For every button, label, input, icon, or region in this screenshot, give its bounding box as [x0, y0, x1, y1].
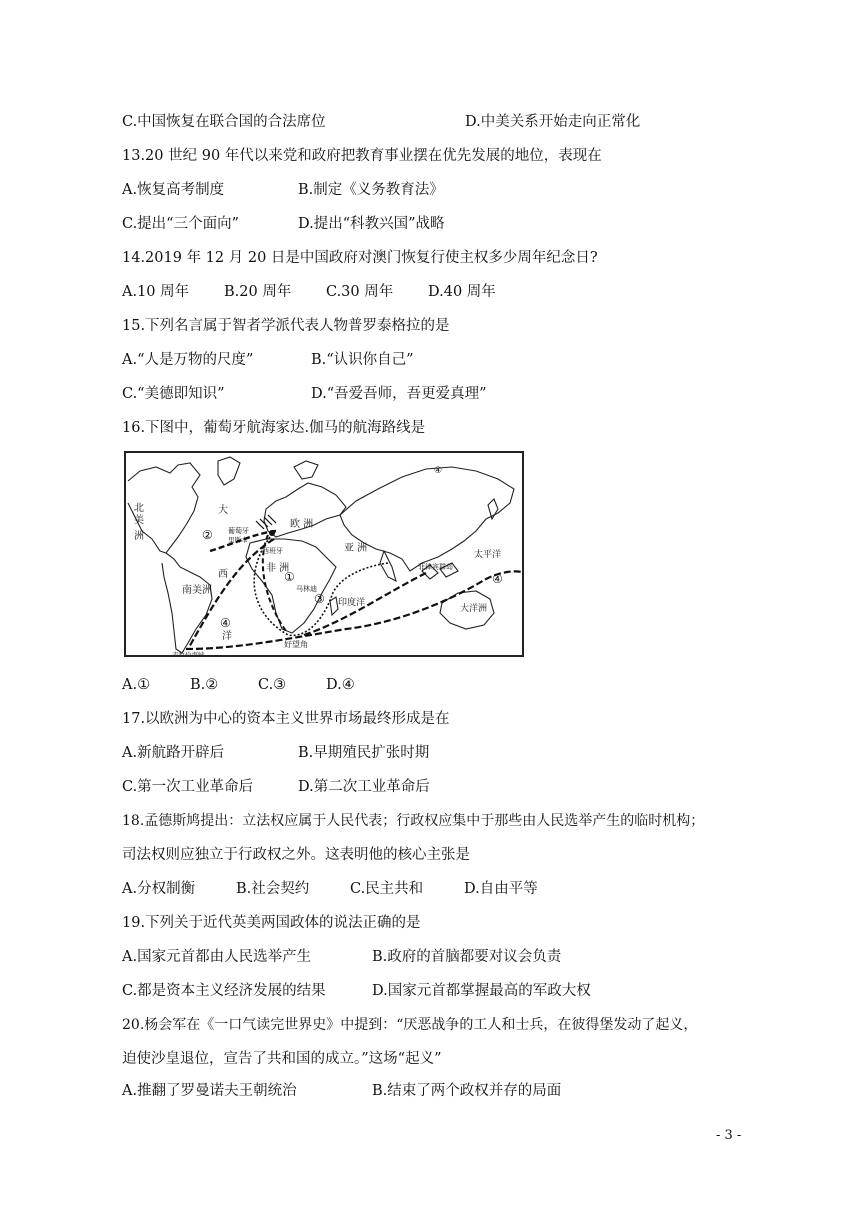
q15-option-a: A.“人是万物的尺度” — [122, 352, 254, 368]
map-route-2: ② — [202, 528, 213, 542]
q16-option-b: B.② — [190, 677, 219, 693]
q18-option-c: C.民主共和 — [350, 881, 424, 897]
q19-option-b: B.政府的首脑都要对议会负责 — [372, 949, 562, 965]
q19-option-d: D.国家元首都掌握最高的军政大权 — [372, 983, 591, 999]
map-route-4-north: ④ — [434, 466, 443, 476]
q17-stem: 17.以欧洲为中心的资本主义世界市场最终形成是在 — [122, 711, 450, 727]
map-label-atlantic-3: 洋 — [222, 631, 232, 642]
map-label-lisbon: 里斯本 — [228, 536, 248, 544]
q13-option-d: D.提出“科教兴国”战略 — [298, 216, 445, 232]
q20-option-b: B.结束了两个政权并存的局面 — [372, 1083, 562, 1099]
q14-option-b: B.20 周年 — [224, 284, 292, 300]
q13-stem: 13.20 世纪 90 年代以来党和政府把教育事业摆在优先发展的地位，表现在 — [122, 148, 602, 164]
q20-option-a: A.推翻了罗曼诺夫王朝统治 — [122, 1083, 297, 1099]
q19-option-a: A.国家元首都由人民选举产生 — [122, 949, 312, 965]
map-route-1: ① — [284, 570, 295, 584]
map-label-cape-of-good-hope: 好望角 — [284, 640, 308, 649]
map-label-magellan-strait: 麦哲伦海峡 — [172, 651, 205, 659]
map-label-spain: 西班牙 — [262, 547, 283, 555]
q14-option-a: A.10 周年 — [122, 284, 190, 300]
q15-option-d: D.“吾爱吾师，吾更爱真理” — [311, 386, 487, 402]
map-label-south-america: 南美洲 — [182, 585, 212, 596]
q13-option-b: B.制定《义务教育法》 — [298, 182, 444, 198]
map-label-indian-ocean: 印度洋 — [338, 598, 366, 608]
q14-option-c: C.30 周年 — [326, 284, 394, 300]
q18-option-a: A.分权制衡 — [122, 881, 196, 897]
map-label-philippines: 菲律宾群岛 — [418, 563, 453, 571]
page-number: - 3 - — [716, 1128, 742, 1143]
q15-stem: 15.下列名言属于智者学派代表人物普罗泰格拉的是 — [122, 318, 450, 334]
map-route-3: ③ — [314, 592, 325, 606]
q16-option-d: D.④ — [326, 677, 355, 693]
q16-stem: 16.下图中，葡萄牙航海家达.伽马的航海路线是 — [122, 420, 426, 436]
map-label-portugal: 葡萄牙 — [228, 527, 249, 535]
map-label-oceania: 大洋洲 — [460, 604, 488, 614]
q18-stem-line-2: 司法权则应独立于行政权之外。这表明他的核心主张是 — [122, 847, 470, 863]
map-label-atlantic-1: 大 — [218, 505, 228, 516]
q20-stem-line-1: 20.杨会军在《一口气读完世界史》中提到：“厌恶战争的工人和士兵，在彼得堡发动了起义， — [122, 1017, 698, 1033]
map-label-north-america-1: 北 — [134, 503, 144, 514]
map-label-north-america-2: 美 — [134, 515, 144, 526]
q17-option-b: B.早期殖民扩张时期 — [298, 745, 430, 761]
map-label-pacific: 太平洋 — [474, 550, 502, 560]
q18-stem-line-1: 18.孟德斯鸠提出：立法权应属于人民代表；行政权应集中于那些由人民选举产生的临时机构； — [122, 813, 705, 829]
q15-option-b: B.“认识你自己” — [311, 352, 414, 368]
q19-option-c: C.都是资本主义经济发展的结果 — [122, 983, 326, 999]
q16-option-c: C.③ — [258, 677, 287, 693]
q16-option-a: A.① — [122, 677, 151, 693]
q17-option-c: C.第一次工业革命后 — [122, 779, 254, 795]
q12-option-c: C.中国恢复在联合国的合法席位 — [122, 114, 326, 130]
q14-option-d: D.40 周年 — [428, 284, 496, 300]
q14-stem: 14.2019 年 12 月 20 日是中国政府对澳门恢复行使主权多少周年纪念日? — [122, 250, 598, 266]
q18-option-d: D.自由平等 — [464, 881, 538, 897]
q17-option-a: A.新航路开辟后 — [122, 745, 225, 761]
world-map-figure — [126, 453, 524, 657]
q13-option-c: C.提出“三个面向” — [122, 216, 240, 232]
q13-option-a: A.恢复高考制度 — [122, 182, 225, 198]
map-label-atlantic-2: 西 — [218, 569, 228, 580]
q20-stem-line-2: 迫使沙皇退位，宣告了共和国的成立。”这场“起义” — [122, 1051, 442, 1067]
map-label-north-america-3: 洲 — [134, 531, 144, 542]
q15-option-c: C.“美德即知识” — [122, 386, 225, 402]
map-route-4-atlantic: ④ — [220, 616, 231, 630]
q19-stem: 19.下列关于近代英美两国政体的说法正确的是 — [122, 915, 421, 931]
map-label-africa: 非 洲 — [266, 563, 290, 574]
map-label-europe: 欧 洲 — [290, 519, 314, 530]
map-label-asia: 亚 洲 — [344, 543, 368, 554]
q17-option-d: D.第二次工业革命后 — [298, 779, 430, 795]
map-route-4-pacific: ④ — [492, 572, 503, 586]
map-label-malindi: 马林迪 — [296, 585, 317, 593]
q12-option-d: D.中美关系开始走向正常化 — [465, 114, 641, 130]
q18-option-b: B.社会契约 — [236, 881, 310, 897]
voyage-routes-map — [124, 451, 524, 657]
